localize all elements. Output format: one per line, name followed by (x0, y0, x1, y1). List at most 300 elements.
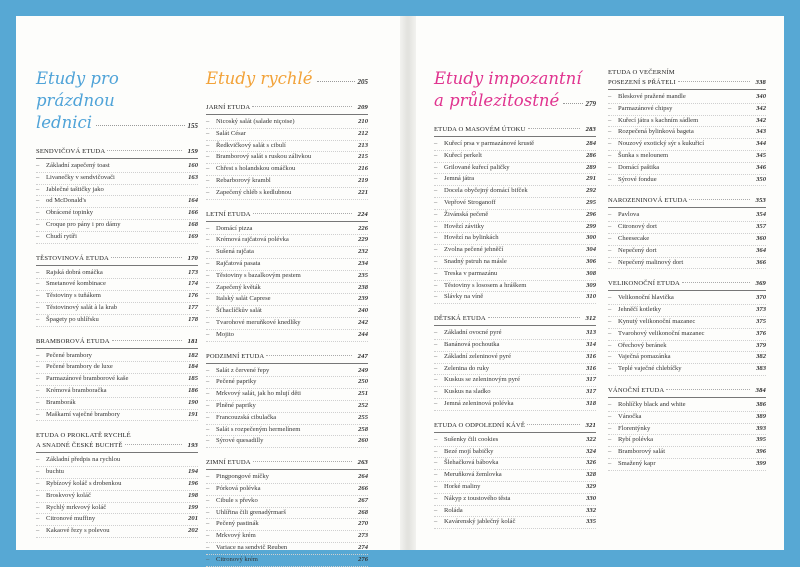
toc-entry[interactable] (206, 555, 368, 567)
toc-entry[interactable] (608, 127, 766, 139)
toc-entry-title: – Parmazánové bramborové kaše (36, 374, 128, 385)
toc-entry[interactable] (206, 330, 368, 342)
toc-entry-title: – Banánová pochoutka (434, 340, 499, 351)
toc-entry[interactable] (206, 436, 368, 448)
toc-entry-page: 396 (756, 448, 766, 456)
toc-entry-page: 364 (756, 246, 766, 254)
toc-entry-page: 260 (358, 437, 368, 445)
section-page[interactable]: 263 (357, 459, 368, 467)
toc-entry-page: 249 (358, 366, 368, 374)
toc-entry-title: – Rybízový koláč s drobenkou (36, 479, 121, 490)
toc-entry-page: 177 (188, 303, 198, 311)
toc-entry[interactable] (36, 351, 198, 363)
toc-entry[interactable] (36, 315, 198, 327)
toc-entry-page: 329 (586, 482, 596, 490)
toc-entry[interactable] (36, 173, 198, 185)
section-page[interactable]: 312 (585, 315, 596, 323)
toc-entry[interactable] (206, 519, 368, 531)
toc-entry-page: 375 (756, 317, 766, 325)
part-heading (206, 68, 368, 93)
toc-entry[interactable] (36, 386, 198, 398)
toc-section (608, 68, 766, 186)
book-gutter (400, 16, 416, 550)
toc-entry[interactable] (36, 279, 198, 291)
toc-entry-title: – Sýrové quesadilly (206, 436, 263, 447)
toc-entry[interactable] (608, 424, 766, 436)
toc-entry[interactable] (434, 482, 596, 494)
toc-entry-page: 284 (586, 140, 596, 147)
toc-entry[interactable] (608, 246, 766, 258)
toc-entry-title: – Kavárenský jablečný koláč (434, 517, 515, 528)
toc-entry[interactable] (206, 318, 368, 330)
section-title (206, 103, 368, 115)
toc-section (434, 125, 596, 304)
toc-entry[interactable] (434, 517, 596, 529)
toc-entry-page: 393 (756, 424, 766, 432)
toc-entry-page: 178 (188, 315, 198, 323)
toc-entry[interactable] (206, 117, 368, 129)
toc-entry-title: – Ředkvičkový salát s cibulí (206, 141, 286, 152)
toc-entry-title: – Florentýnky (608, 424, 650, 435)
toc-entry[interactable] (206, 401, 368, 413)
section-page[interactable]: 209 (357, 104, 368, 111)
toc-entry[interactable] (36, 161, 198, 173)
toc-entry-title: – Jemná zeleninová polévka (434, 399, 514, 410)
part-heading-page: 205 (357, 78, 368, 86)
toc-entry-page: 383 (756, 365, 766, 373)
toc-entry[interactable] (608, 352, 766, 364)
toc-entry[interactable] (434, 269, 596, 281)
section-page[interactable]: 338 (755, 79, 766, 86)
toc-entry-title: – Jemná játra (434, 174, 474, 185)
toc-section (206, 352, 368, 449)
toc-entry-page: 238 (358, 283, 368, 291)
toc-entry[interactable] (608, 329, 766, 341)
section-title-text: JARNÍ ETUDA (206, 104, 251, 111)
toc-entry-page: 164 (188, 197, 198, 205)
toc-entry-page: 317 (586, 376, 596, 384)
dot-leader (689, 199, 750, 200)
toc-entry[interactable] (608, 222, 766, 234)
dot-leader (111, 257, 182, 258)
toc-entry[interactable] (206, 247, 368, 259)
section-title-text: ETUDA O PROKLATĚ RYCHLÉ (36, 432, 131, 440)
toc-entry-title: – Základní ovocné pyré (434, 328, 502, 339)
part-heading-line (434, 68, 596, 90)
toc-entry[interactable] (206, 496, 368, 508)
toc-entry[interactable] (608, 92, 766, 104)
toc-entry[interactable] (434, 198, 596, 210)
toc-entry-page: 316 (586, 364, 596, 372)
toc-entry[interactable] (206, 389, 368, 401)
toc-entry-title: – Šťhaclíčkův salát (206, 306, 262, 317)
section-title-text: POSEZENÍ S PŘÁTELI (608, 79, 676, 86)
toc-entry[interactable] (36, 455, 198, 467)
toc-entry[interactable] (206, 531, 368, 543)
toc-entry[interactable] (434, 328, 596, 340)
toc-entry-page: 395 (756, 436, 766, 444)
toc-entry-title: – Zapečený květák (206, 283, 261, 294)
toc-entry-title: – Mrkvový krém (206, 531, 256, 542)
toc-entry[interactable] (434, 151, 596, 163)
toc-entry-title: – Vepřové Stroganoff (434, 198, 496, 209)
toc-entry[interactable] (36, 303, 198, 315)
part-heading-page: 279 (585, 100, 596, 108)
toc-entry-page: 250 (358, 378, 368, 386)
toc-entry-page: 199 (188, 503, 198, 511)
toc-entry-page: 212 (358, 129, 368, 137)
part-heading-text: a průlezitostné (434, 91, 560, 110)
toc-section (206, 458, 368, 566)
toc-entry-title: – Nepečený dort (608, 246, 657, 257)
toc-entry[interactable] (434, 447, 596, 459)
toc-entry[interactable] (206, 306, 368, 318)
toc-entry[interactable] (608, 210, 766, 222)
toc-entry-title: – Roláda (434, 506, 463, 517)
toc-entry-title: – Pečený pastinák (206, 519, 259, 530)
toc-entry[interactable] (434, 281, 596, 293)
toc-entry[interactable] (608, 293, 766, 305)
toc-entry[interactable] (36, 374, 198, 386)
toc-entry-page: 318 (586, 399, 596, 407)
part-heading-page: 155 (187, 122, 198, 130)
toc-entry[interactable] (206, 425, 368, 437)
section-title-text: DĚTSKÁ ETUDA (434, 315, 486, 323)
toc-column-1 (36, 68, 198, 538)
dot-leader (563, 103, 582, 104)
toc-entry-page: 184 (188, 363, 198, 371)
toc-entry-page: 274 (358, 543, 368, 551)
dot-leader (96, 125, 184, 126)
dot-leader (112, 340, 182, 341)
toc-entry-title: – Obrácené topinky (36, 208, 93, 219)
toc-entry[interactable] (36, 410, 198, 422)
section-title (36, 254, 198, 266)
part-heading-text: Etudy rychlé (206, 69, 313, 88)
toc-entry[interactable] (434, 245, 596, 257)
toc-entry-page: 330 (586, 494, 596, 502)
toc-entry[interactable] (36, 526, 198, 538)
toc-entry[interactable] (608, 234, 766, 246)
toc-entry[interactable] (206, 366, 368, 378)
toc-entry-page: 221 (358, 188, 368, 196)
toc-entry[interactable] (206, 271, 368, 283)
toc-entry-page: 232 (358, 248, 368, 256)
toc-entry-title: – Citronový dort (608, 222, 657, 233)
section-page[interactable]: 369 (755, 280, 766, 288)
toc-entry[interactable] (434, 494, 596, 506)
section-title-text: ETUDA O VEČERNÍM (608, 69, 675, 76)
section-title (608, 386, 766, 398)
section-page[interactable]: 384 (755, 386, 766, 394)
section-page[interactable]: 181 (187, 337, 198, 345)
toc-entry[interactable] (434, 470, 596, 482)
toc-entry[interactable] (36, 479, 198, 491)
toc-entry[interactable] (206, 188, 368, 200)
toc-entry-title: – Pečené brambory (36, 351, 92, 362)
toc-entry[interactable] (206, 283, 368, 295)
toc-entry[interactable] (434, 506, 596, 518)
dot-leader (107, 150, 182, 151)
toc-entry[interactable] (206, 484, 368, 496)
toc-entry-title: – Kuřecí prsa v parmazánové krustě (434, 139, 534, 150)
section-title-text: NAROZENINOVÁ ETUDA (608, 197, 688, 205)
part-heading-line (206, 68, 368, 93)
toc-entry[interactable] (434, 375, 596, 387)
toc-entry[interactable] (206, 224, 368, 236)
toc-entry[interactable] (434, 210, 596, 222)
toc-entry-title: – Kakaové řezy s polevou (36, 526, 110, 537)
part-heading (36, 68, 198, 137)
toc-entry[interactable] (206, 141, 368, 153)
dot-leader (253, 213, 352, 214)
toc-entry[interactable] (206, 152, 368, 164)
toc-entry-page: 235 (358, 271, 368, 279)
toc-entry[interactable] (608, 151, 766, 163)
toc-entry[interactable] (36, 196, 198, 208)
toc-entry-title: – Citronové muffiny (36, 514, 95, 525)
toc-entry-title: – Domácí pizza (206, 224, 252, 235)
toc-entry-title: – Uhlířina čili grenadýrmarš (206, 508, 286, 519)
toc-entry[interactable] (434, 352, 596, 364)
toc-entry-title: – Salát s rozpečeným hermelínem (206, 425, 300, 436)
section-title-row (36, 147, 198, 157)
toc-entry[interactable] (608, 341, 766, 353)
toc-entry-page: 306 (586, 257, 596, 265)
section-title-row (434, 421, 596, 431)
toc-entry[interactable] (36, 232, 198, 244)
toc-entry[interactable] (206, 176, 368, 188)
toc-entry-page: 344 (756, 140, 766, 148)
toc-entry[interactable] (608, 317, 766, 329)
toc-entry[interactable] (434, 186, 596, 198)
toc-entry-page: 286 (586, 151, 596, 159)
toc-entry-page: 229 (358, 236, 368, 244)
toc-entry[interactable] (206, 472, 368, 484)
toc-entry-title: – Chudí rytíři (36, 232, 77, 243)
toc-entry-page: 292 (586, 187, 596, 195)
section-title-text: ZIMNÍ ETUDA (206, 459, 251, 467)
toc-entry-title: – Bramborový salát s ruskou zálivkou (206, 152, 311, 163)
toc-entry[interactable] (206, 294, 368, 306)
toc-column-3 (434, 68, 596, 529)
toc-entry-page: 316 (586, 352, 596, 360)
toc-entry[interactable] (608, 364, 766, 376)
toc-entry[interactable] (206, 543, 368, 555)
toc-entry[interactable] (434, 233, 596, 245)
toc-entry-page: 310 (586, 293, 596, 301)
toc-entry[interactable] (434, 222, 596, 234)
toc-entry[interactable] (608, 305, 766, 317)
toc-entry[interactable] (434, 387, 596, 399)
toc-entry-title: – Bezé mojí babičky (434, 447, 493, 458)
toc-entry-page: 304 (586, 246, 596, 254)
toc-entry-page: 196 (188, 479, 198, 487)
toc-section (608, 386, 766, 471)
toc-entry[interactable] (36, 503, 198, 515)
toc-entry[interactable] (434, 364, 596, 376)
toc-entry[interactable] (608, 412, 766, 424)
toc-entry[interactable] (206, 259, 368, 271)
toc-entry-page: 295 (586, 198, 596, 206)
toc-entry-page: 289 (586, 163, 596, 171)
toc-entry[interactable] (206, 508, 368, 520)
dot-leader (266, 355, 352, 356)
toc-entry-title: – Nákyp z toustového těsta (434, 494, 510, 505)
toc-entry-page: 270 (358, 520, 368, 528)
dot-leader (253, 461, 352, 462)
toc-entry-page: 252 (358, 401, 368, 409)
toc-entry-page: 219 (358, 176, 368, 184)
section-title-row (36, 337, 198, 347)
section-title-text: ETUDA O ODPOLEDNÍ KÁVĚ (434, 421, 526, 429)
toc-entry[interactable] (434, 399, 596, 411)
toc-entry-page: 340 (756, 93, 766, 100)
toc-entry[interactable] (36, 491, 198, 503)
toc-entry-page: 317 (586, 388, 596, 396)
toc-entry[interactable] (434, 435, 596, 447)
toc-entry-page: 350 (756, 175, 766, 183)
toc-entry-page: 191 (188, 410, 198, 418)
toc-entry-page: 264 (358, 473, 368, 481)
toc-entry-page: 386 (756, 400, 766, 408)
toc-entry[interactable] (608, 139, 766, 151)
toc-entry[interactable] (206, 235, 368, 247)
toc-entry[interactable] (434, 458, 596, 470)
toc-entry-page: 174 (188, 280, 198, 288)
section-title-text: TĚSTOVINOVÁ ETUDA (36, 254, 109, 262)
toc-entry-title: – Těstoviny s bazalkovým pestem (206, 271, 301, 282)
toc-entry-title: – Ořechový beránek (608, 341, 667, 352)
dot-leader (488, 317, 580, 318)
toc-entry[interactable] (608, 258, 766, 270)
toc-section (434, 421, 596, 529)
toc-entry-title: – Sýrové fondue (608, 175, 657, 186)
toc-entry-title: – Italský salát Caprese (206, 294, 271, 305)
toc-entry[interactable] (608, 175, 766, 187)
toc-entry[interactable] (36, 467, 198, 479)
toc-entry-page: 182 (188, 351, 198, 359)
toc-entry[interactable] (608, 435, 766, 447)
toc-entry-page: 198 (188, 491, 198, 499)
toc-entry[interactable] (608, 459, 766, 471)
toc-entry[interactable] (608, 116, 766, 128)
toc-entry-title: – Zvolna pečené jehněčí (434, 245, 503, 256)
part-heading-line (36, 68, 198, 112)
toc-section (608, 196, 766, 269)
toc-entry-title: – Bramborák (36, 398, 76, 409)
section-page[interactable]: 353 (755, 197, 766, 205)
toc-entry-page: 342 (756, 104, 766, 112)
toc-entry[interactable] (434, 163, 596, 175)
toc-entry[interactable] (206, 377, 368, 389)
toc-entry-title: – Šunka s melounem (608, 151, 668, 162)
section-title (434, 125, 596, 137)
toc-entry-page: 332 (586, 506, 596, 514)
toc-entry-page: 360 (756, 234, 766, 242)
toc-entry-title: – Živánská pečeně (434, 210, 488, 221)
toc-entry-page: 273 (358, 532, 368, 540)
toc-entry[interactable] (434, 292, 596, 304)
toc-entry[interactable] (36, 208, 198, 220)
section-page[interactable]: 224 (357, 210, 368, 218)
toc-entry-title: – Mrkvový salát, jak ho mlují děti (206, 389, 301, 400)
toc-entry[interactable] (206, 413, 368, 425)
toc-entry[interactable] (206, 129, 368, 141)
toc-entry-title: – Pečené papriky (206, 377, 256, 388)
toc-entry-title: – buchtu (36, 467, 64, 478)
section-page[interactable]: 159 (187, 148, 198, 155)
toc-entry-title: – Zelenina do ruky (434, 364, 489, 375)
toc-entry[interactable] (36, 220, 198, 232)
toc-entry[interactable] (206, 164, 368, 176)
toc-entry[interactable] (608, 400, 766, 412)
toc-section (36, 254, 198, 327)
toc-column-2 (206, 68, 368, 567)
section-title-row (206, 458, 368, 468)
toc-entry[interactable] (36, 185, 198, 197)
toc-entry-page: 314 (586, 340, 596, 348)
toc-entry-page: 186 (188, 386, 198, 394)
section-title (608, 196, 766, 208)
section-page[interactable]: 283 (585, 126, 596, 133)
toc-entry-title: – Pavlova (608, 210, 639, 221)
toc-entry[interactable] (36, 268, 198, 280)
toc-entry[interactable] (608, 447, 766, 459)
dot-leader (666, 389, 750, 390)
toc-entry-title: – Rebarborový krambl (206, 176, 271, 187)
toc-entry[interactable] (608, 104, 766, 116)
toc-entry[interactable] (434, 139, 596, 151)
toc-entry-page: 190 (188, 398, 198, 406)
toc-column-4 (608, 68, 766, 471)
section-page[interactable]: 170 (187, 254, 198, 262)
toc-entry-page: 244 (358, 330, 368, 338)
toc-entry-page: 291 (586, 175, 596, 183)
toc-entry[interactable] (36, 398, 198, 410)
toc-entry[interactable] (434, 340, 596, 352)
toc-entry-title: – Tvarohové meruňkové knedlíky (206, 318, 301, 329)
dot-leader (527, 424, 580, 425)
toc-entry[interactable] (608, 163, 766, 175)
section-title (36, 337, 198, 349)
toc-entry-title: – Základní zapečený toast (36, 161, 110, 172)
toc-entry-title: – Snadný pstruh na másle (434, 257, 507, 268)
section-page[interactable]: 193 (187, 442, 198, 450)
toc-entry-page: 366 (756, 258, 766, 266)
section-page[interactable]: 321 (585, 421, 596, 429)
toc-entry-page: 173 (188, 268, 198, 276)
toc-entry-title: – Rozpečená bylinková bageta (608, 127, 694, 138)
toc-entry[interactable] (434, 174, 596, 186)
toc-entry[interactable] (36, 362, 198, 374)
section-title-text: ETUDA O MASOVÉM ÚTOKU (434, 126, 526, 133)
section-title-row (434, 314, 596, 324)
toc-entry-page: 268 (358, 508, 368, 516)
toc-entry-title: – Nepečený malinový dort (608, 258, 683, 269)
section-title (36, 147, 198, 159)
toc-entry[interactable] (434, 257, 596, 269)
section-title (206, 352, 368, 364)
part-heading-text: Etudy pro prázdnou (36, 69, 119, 110)
toc-entry-title: – Krémová rajčatová polévka (206, 235, 289, 246)
toc-entry[interactable] (36, 514, 198, 526)
toc-entry[interactable] (36, 291, 198, 303)
section-page[interactable]: 247 (357, 352, 368, 360)
toc-entry-page: 258 (358, 425, 368, 433)
section-title-row (36, 431, 198, 441)
toc-entry-title: – Rajská dobrá omáčka (36, 268, 103, 279)
